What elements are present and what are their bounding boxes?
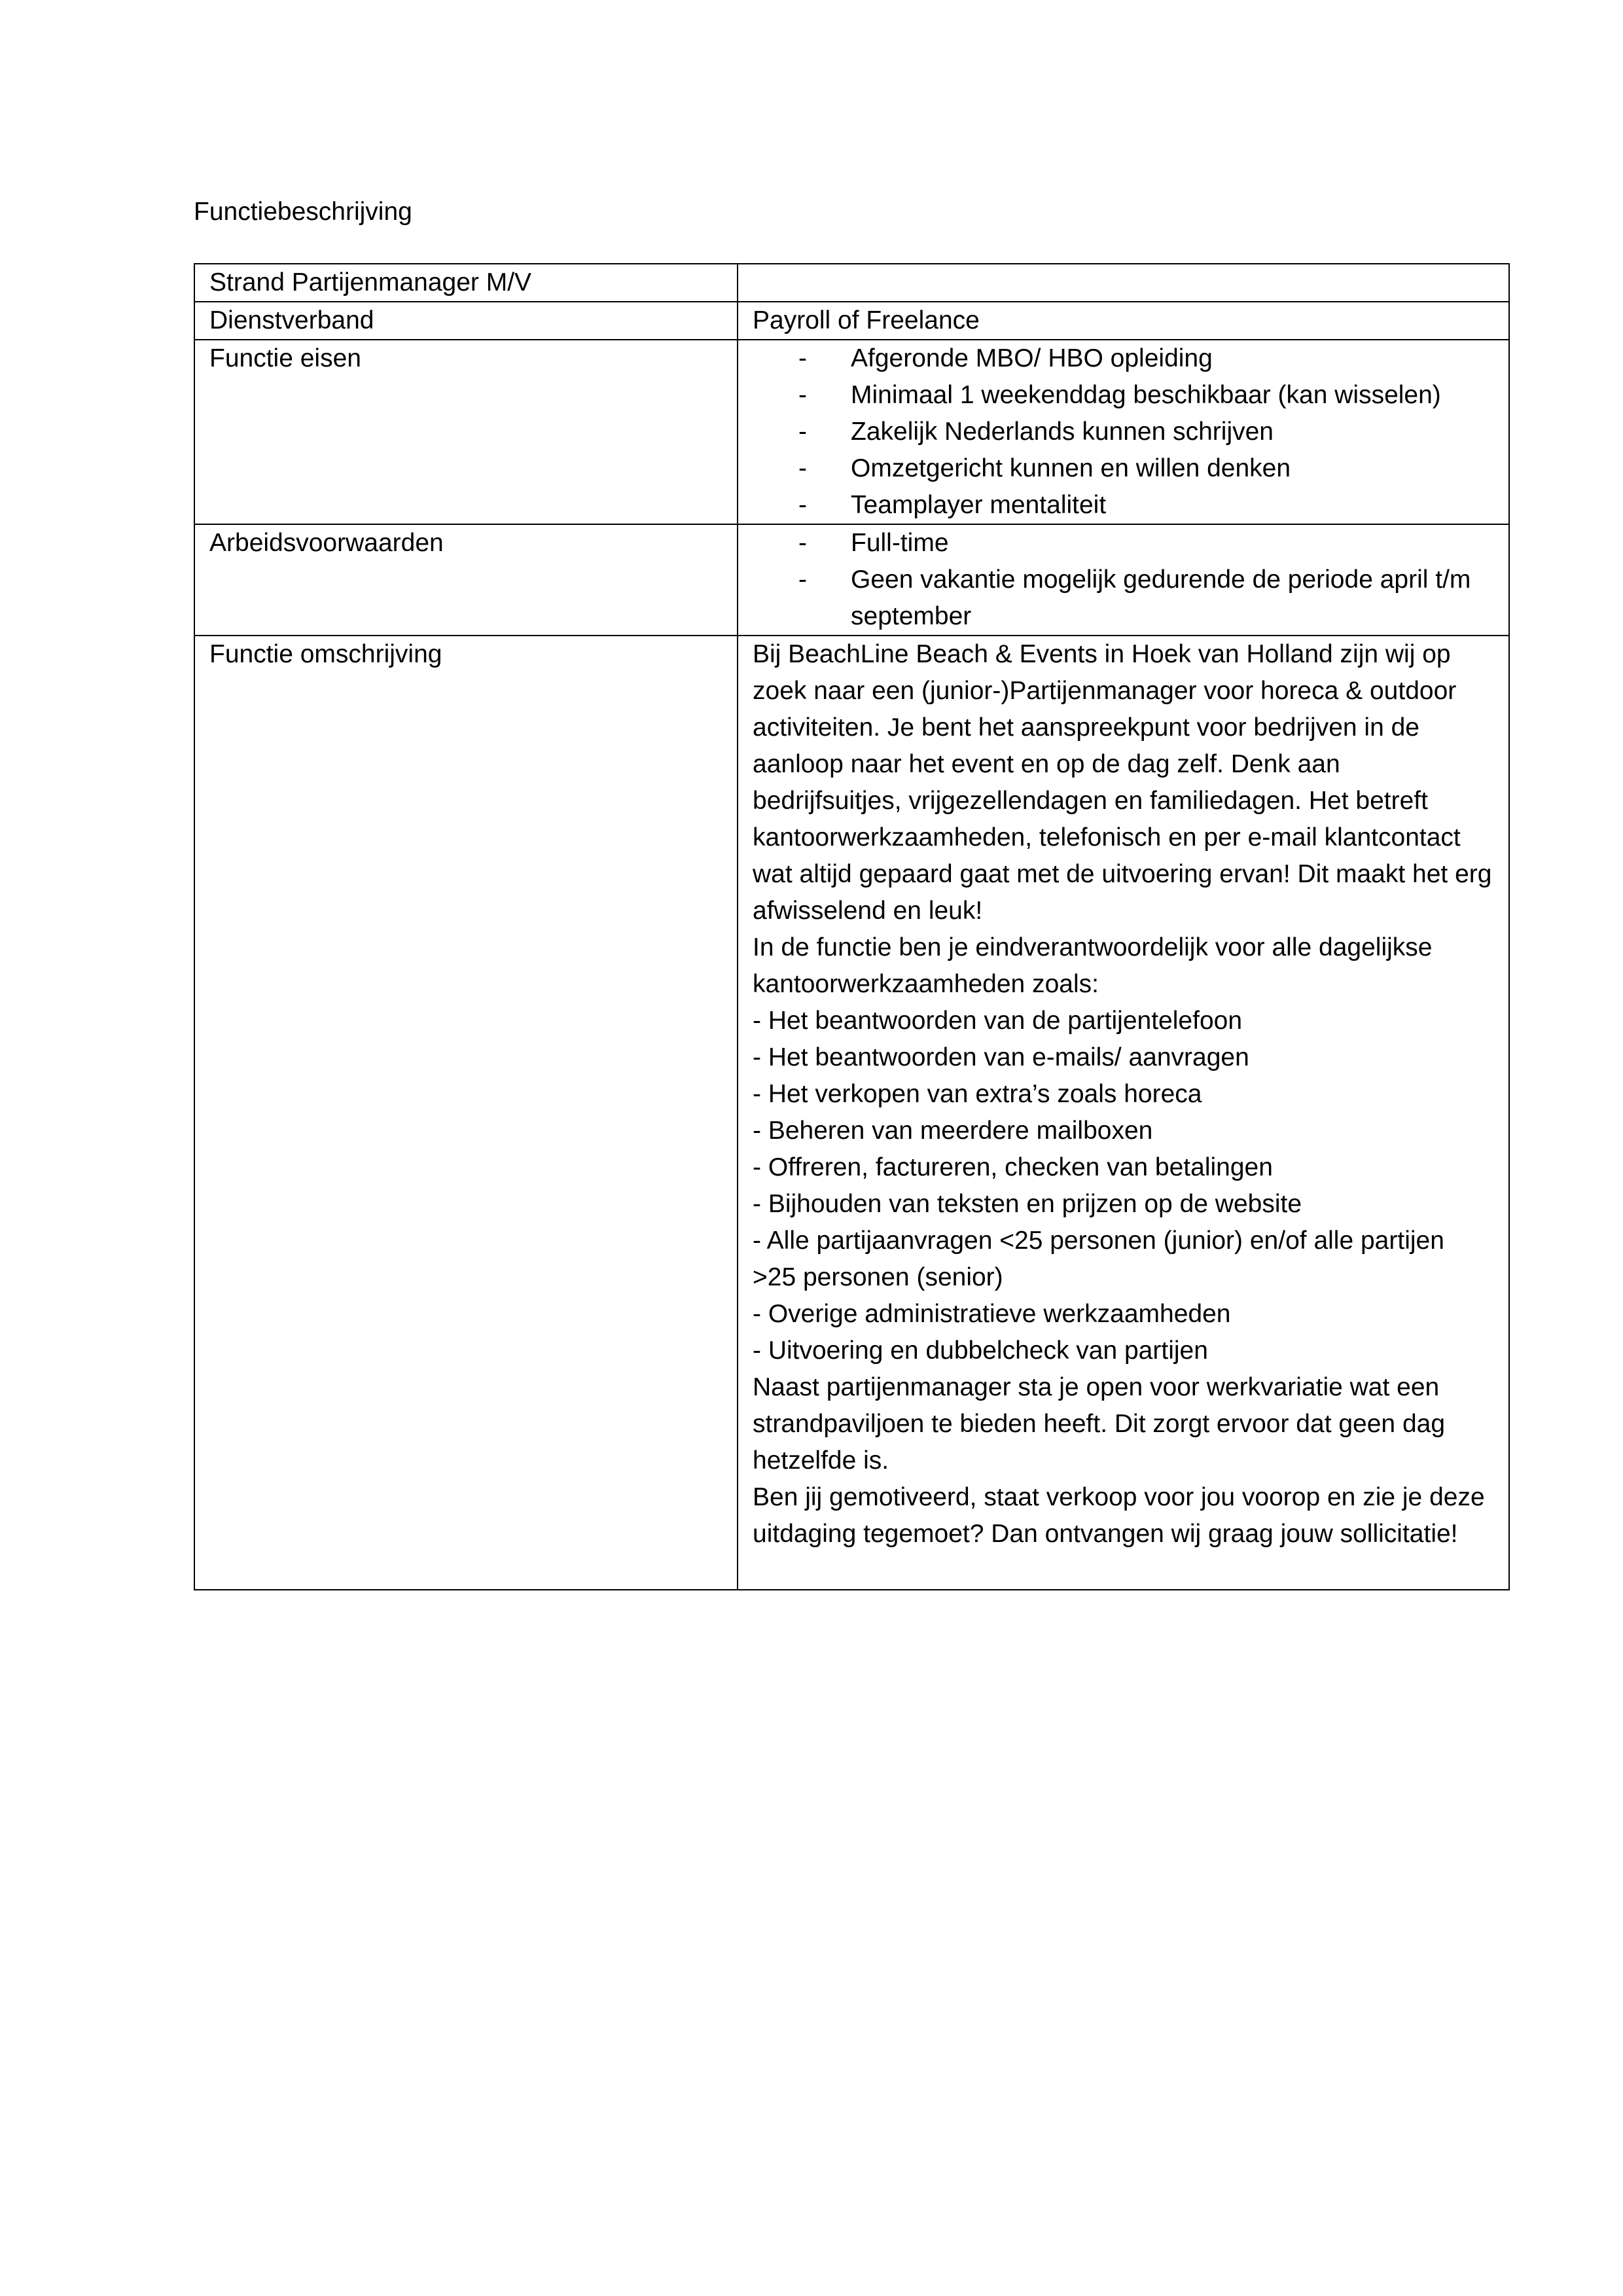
list-item-text: Zakelijk Nederlands kunnen schrijven xyxy=(851,418,1274,446)
list-item xyxy=(798,450,1494,487)
task-item: - Overige administratieve werkzaamheden xyxy=(753,1300,1231,1328)
conditions-label: Arbeidsvoorwaarden xyxy=(194,524,738,636)
list-item xyxy=(798,562,1494,635)
description-cell xyxy=(738,636,1509,1590)
list-item xyxy=(798,525,1494,562)
list-item-text: Afgeronde MBO/ HBO opleiding xyxy=(851,344,1213,372)
task-item: - Beheren van meerdere mailboxen xyxy=(753,1117,1153,1145)
list-item-text: Full-time xyxy=(851,529,949,557)
dash-bullet: - xyxy=(798,344,807,372)
task-item: - Uitvoering en dubbelcheck van partijen xyxy=(753,1336,1208,1365)
job-title-value xyxy=(738,264,1509,302)
task-item: - Alle partijaanvragen <25 personen (junior) en/of alle partijen >25 personen (senior) xyxy=(753,1227,1444,1291)
task-item: - Het verkopen van extra’s zoals horeca xyxy=(753,1080,1202,1108)
table-row-job-title xyxy=(194,264,1509,302)
list-item xyxy=(798,487,1494,524)
list-item xyxy=(798,414,1494,450)
description-closing: Ben jij gemotiveerd, staat verkoop voor jou voorop en zie je deze uitdaging tegemoet? Dan ontvangen wij graag jouw sollicitatie! xyxy=(753,1483,1485,1548)
table-row-description xyxy=(194,636,1509,1590)
task-item: - Bijhouden van teksten en prijzen op de website xyxy=(753,1190,1302,1218)
conditions-list xyxy=(753,525,1494,635)
dash-bullet: - xyxy=(798,565,807,594)
table-row-conditions xyxy=(194,524,1509,636)
dash-bullet: - xyxy=(798,381,807,409)
list-item-text: Omzetgericht kunnen en willen denken xyxy=(851,454,1291,482)
conditions-cell xyxy=(738,524,1509,636)
description-intro: Bij BeachLine Beach & Events in Hoek van Holland zijn wij op zoek naar een (junior-)Partijenmanager voor horeca & outdoor activiteiten. Je bent het aanspreekpunt voor bedrijven in de aanloop naar het event en op de dag zelf. Denk aan bedrijfsuitjes, vrijgezellendagen en familiedagen. Het betreft kantoorwerkzaamheden, telefonisch en per e-mail klantcontact wat altijd gepaard gaat met de uitvoering ervan! Dit maakt het erg afwisselend en leuk! xyxy=(753,640,1492,925)
dash-bullet: - xyxy=(798,418,807,446)
employment-value: Payroll of Freelance xyxy=(738,302,1509,340)
table-row-requirements xyxy=(194,340,1509,524)
task-list xyxy=(753,1003,1494,1369)
list-item xyxy=(798,377,1494,414)
page-title: Functiebeschrijving xyxy=(194,198,412,226)
description-tasks-intro: In de functie ben je eindverantwoordelijk voor alle dagelijkse kantoorwerkzaamheden zoals: xyxy=(753,933,1433,998)
job-description-table xyxy=(194,263,1510,1590)
requirements-cell xyxy=(738,340,1509,524)
dash-bullet: - xyxy=(798,529,807,557)
requirements-label: Functie eisen xyxy=(194,340,738,524)
employment-label: Dienstverband xyxy=(194,302,738,340)
task-item: - Offreren, factureren, checken van betalingen xyxy=(753,1153,1273,1181)
table-row-employment xyxy=(194,302,1509,340)
list-item-text: Geen vakantie mogelijk gedurende de periode april t/m september xyxy=(851,565,1471,630)
description-label: Functie omschrijving xyxy=(194,636,738,1590)
list-item-text: Minimaal 1 weekenddag beschikbaar (kan wisselen) xyxy=(851,381,1441,409)
job-title-label: Strand Partijenmanager M/V xyxy=(194,264,738,302)
description-variation: Naast partijenmanager sta je open voor werkvariatie wat een strandpaviljoen te bieden heeft. Dit zorgt ervoor dat geen dag hetzelfde is. xyxy=(753,1373,1446,1475)
requirements-list xyxy=(753,340,1494,524)
task-item: - Het beantwoorden van e-mails/ aanvragen xyxy=(753,1043,1249,1071)
list-item xyxy=(798,340,1494,377)
task-item: - Het beantwoorden van de partijentelefoon xyxy=(753,1007,1243,1035)
list-item-text: Teamplayer mentaliteit xyxy=(851,491,1107,519)
dash-bullet: - xyxy=(798,491,807,519)
dash-bullet: - xyxy=(798,454,807,482)
